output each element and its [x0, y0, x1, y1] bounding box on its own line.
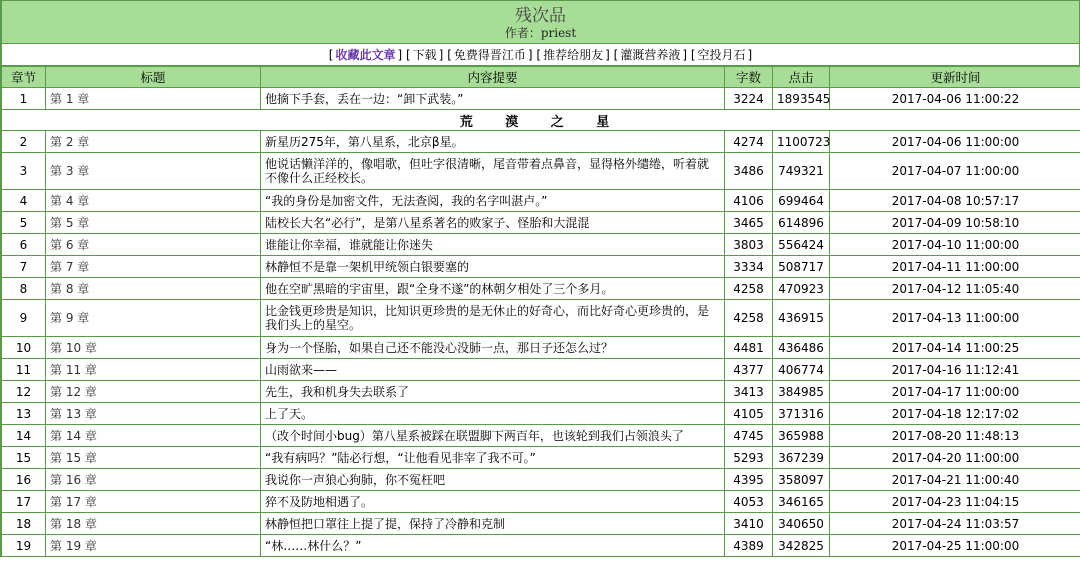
chapter-number: 18	[2, 513, 46, 535]
link-5[interactable]: 空投月石	[697, 48, 746, 62]
table-row[interactable]	[2, 300, 1080, 337]
click-count: 367239	[773, 447, 830, 469]
table-row[interactable]	[2, 491, 1080, 513]
word-count: 3224	[725, 88, 773, 110]
chapter-summary: 猝不及防地相遇了。	[261, 491, 725, 513]
bracket: [	[405, 48, 411, 62]
update-time: 2017-04-11 11:00:00	[830, 256, 1080, 278]
click-count: 436915	[773, 300, 830, 337]
chapter-title-link[interactable]: 第 4 章	[46, 190, 261, 212]
table-row[interactable]	[2, 359, 1080, 381]
table-row[interactable]	[2, 403, 1080, 425]
click-count: 346165	[773, 491, 830, 513]
chapter-summary: 谁能让你幸福，谁就能让你迷失	[261, 234, 725, 256]
bracket: ]	[605, 48, 610, 62]
chapter-number: 1	[2, 88, 46, 110]
update-time: 2017-04-17 11:00:00	[830, 381, 1080, 403]
click-count: 699464	[773, 190, 830, 212]
update-time: 2017-04-21 11:00:40	[830, 469, 1080, 491]
chapter-summary: 上了天。	[261, 403, 725, 425]
update-time: 2017-04-10 11:00:00	[830, 234, 1080, 256]
chapter-number: 7	[2, 256, 46, 278]
update-time: 2017-04-07 11:00:00	[830, 153, 1080, 190]
novel-header	[1, 0, 1080, 44]
word-count: 3413	[725, 381, 773, 403]
click-count: 358097	[773, 469, 830, 491]
update-time: 2017-04-18 12:17:02	[830, 403, 1080, 425]
bracket: [	[690, 48, 696, 62]
update-time: 2017-04-08 10:57:17	[830, 190, 1080, 212]
update-time: 2017-04-09 10:58:10	[830, 212, 1080, 234]
update-time: 2017-04-14 11:00:25	[830, 337, 1080, 359]
chapter-title-link[interactable]: 第 13 章	[46, 403, 261, 425]
chapter-number: 12	[2, 381, 46, 403]
click-count: 614896	[773, 212, 830, 234]
click-count: 1893545	[773, 88, 830, 110]
chapter-summary: 陆校长大名“必行”，是第八星系著名的败家子、怪胎和大混混	[261, 212, 725, 234]
update-time: 2017-04-13 11:00:00	[830, 300, 1080, 337]
chapter-summary: 他摘下手套，丢在一边：“卸下武装。”	[261, 88, 725, 110]
chapter-summary: 新星历275年，第八星系，北京β星。	[261, 131, 725, 153]
word-count: 4377	[725, 359, 773, 381]
table-row[interactable]	[2, 535, 1080, 557]
table-header-row	[2, 67, 1080, 88]
section-title: 荒 漠 之 星	[2, 110, 1080, 131]
column-header: 字数	[725, 67, 773, 88]
click-count: 340650	[773, 513, 830, 535]
column-header: 更新时间	[830, 67, 1080, 88]
update-time: 2017-04-25 11:00:00	[830, 535, 1080, 557]
word-count: 4481	[725, 337, 773, 359]
chapter-summary: 林静恒把口罩往上提了提，保持了冷静和克制	[261, 513, 725, 535]
table-row[interactable]	[2, 425, 1080, 447]
link-3[interactable]: 推荐给朋友	[543, 48, 604, 62]
table-row[interactable]	[2, 190, 1080, 212]
update-time: 2017-04-06 11:00:00	[830, 131, 1080, 153]
bracket: ]	[747, 48, 753, 62]
update-time: 2017-08-20 11:48:13	[830, 425, 1080, 447]
chapter-title-link[interactable]: 第 17 章	[46, 491, 261, 513]
chapter-summary: 山雨欲来——	[261, 359, 725, 381]
bracket: [	[447, 48, 452, 62]
chapter-title-link[interactable]: 第 19 章	[46, 535, 261, 557]
click-count: 436486	[773, 337, 830, 359]
chapter-title-link[interactable]: 第 12 章	[46, 381, 261, 403]
chapter-summary: “林……林什么？”	[261, 535, 725, 557]
word-count: 3803	[725, 234, 773, 256]
word-count: 3486	[725, 153, 773, 190]
chapter-summary: 他在空旷黑暗的宇宙里，跟“全身不遂”的林朝夕相处了三个多月。	[261, 278, 725, 300]
word-count: 4105	[725, 403, 773, 425]
chapter-number: 16	[2, 469, 46, 491]
word-count: 4745	[725, 425, 773, 447]
word-count: 4258	[725, 300, 773, 337]
chapter-summary: 先生，我和机身失去联系了	[261, 381, 725, 403]
chapter-number: 6	[2, 234, 46, 256]
bracket: ]	[527, 48, 533, 62]
column-header: 内容提要	[261, 67, 725, 88]
word-count: 4395	[725, 469, 773, 491]
table-row[interactable]	[2, 381, 1080, 403]
word-count: 3410	[725, 513, 773, 535]
table-row[interactable]	[2, 153, 1080, 190]
novel-title: 残次品	[515, 6, 566, 26]
click-count: 365988	[773, 425, 830, 447]
section-row	[2, 110, 1080, 131]
chapter-table	[1, 66, 1080, 557]
chapter-number: 10	[2, 337, 46, 359]
chapter-title-link[interactable]: 第 1 章	[46, 88, 261, 110]
word-count: 4258	[725, 278, 773, 300]
update-time: 2017-04-24 11:03:57	[830, 513, 1080, 535]
chapter-title-link[interactable]: 第 3 章	[46, 153, 261, 190]
chapter-title-link[interactable]: 第 6 章	[46, 234, 261, 256]
chapter-number: 13	[2, 403, 46, 425]
update-time: 2017-04-06 11:00:22	[830, 88, 1080, 110]
bracket: ]	[682, 48, 688, 62]
table-row[interactable]	[2, 256, 1080, 278]
click-count: 406774	[773, 359, 830, 381]
word-count: 4389	[725, 535, 773, 557]
table-row[interactable]	[2, 278, 1080, 300]
chapter-title-link[interactable]: 第 8 章	[46, 278, 261, 300]
table-row[interactable]	[2, 447, 1080, 469]
word-count: 4106	[725, 190, 773, 212]
bracket: ]	[438, 48, 444, 62]
table-row[interactable]	[2, 212, 1080, 234]
chapter-title-link[interactable]: 第 2 章	[46, 131, 261, 153]
update-time: 2017-04-23 11:04:15	[830, 491, 1080, 513]
chapter-summary: 我说你一声狼心狗肺，你不冤枉吧	[261, 469, 725, 491]
chapter-title-link[interactable]: 第 14 章	[46, 425, 261, 447]
link-2[interactable]: 免费得晋江币	[453, 48, 526, 62]
chapter-number: 17	[2, 491, 46, 513]
chapter-number: 2	[2, 131, 46, 153]
chapter-title-link[interactable]: 第 11 章	[46, 359, 261, 381]
chapter-summary: 比金钱更珍贵是知识，比知识更珍贵的是无休止的好奇心，而比好奇心更珍贵的，是我们头上的星空。	[261, 300, 725, 337]
bracket: ]	[397, 48, 403, 62]
chapter-summary: “我有病吗？”陆必行想，“让他看见非宰了我不可。”	[261, 447, 725, 469]
chapter-summary: “我的身份是加密文件，无法查阅，我的名字叫湛卢。”	[261, 190, 725, 212]
chapter-title-link[interactable]: 第 7 章	[46, 256, 261, 278]
word-count: 4274	[725, 131, 773, 153]
bracket: [	[328, 48, 334, 62]
table-row[interactable]	[2, 234, 1080, 256]
click-count: 371316	[773, 403, 830, 425]
chapter-number: 8	[2, 278, 46, 300]
link-4[interactable]: 灌溉营养液	[620, 48, 681, 62]
click-count: 384985	[773, 381, 830, 403]
word-count: 4053	[725, 491, 773, 513]
chapter-number: 3	[2, 153, 46, 190]
column-header: 点击	[773, 67, 830, 88]
chapter-number: 4	[2, 190, 46, 212]
chapter-summary: 身为一个怪胎，如果自己还不能没心没肺一点，那日子还怎么过？	[261, 337, 725, 359]
column-header: 标题	[46, 67, 261, 88]
chapter-summary: （改个时间小bug）第八星系被踩在联盟脚下两百年，也该轮到我们占领浪头了	[261, 425, 725, 447]
link-0[interactable]: 收藏此文章	[335, 48, 396, 62]
word-count: 5293	[725, 447, 773, 469]
click-count: 749321	[773, 153, 830, 190]
click-count: 470923	[773, 278, 830, 300]
column-header: 章节	[2, 67, 46, 88]
chapter-summary: 他说话懒洋洋的，像唱歌，但吐字很清晰，尾音带着点鼻音，显得格外缱绻，听着就不像什么正经校长。	[261, 153, 725, 190]
novel-author: 作者：priest	[504, 26, 577, 40]
chapter-number: 15	[2, 447, 46, 469]
table-row[interactable]	[2, 131, 1080, 153]
chapter-number: 11	[2, 359, 46, 381]
chapter-number: 19	[2, 535, 46, 557]
table-row[interactable]	[2, 513, 1080, 535]
update-time: 2017-04-12 11:05:40	[830, 278, 1080, 300]
action-links-bar	[1, 44, 1080, 66]
click-count: 508717	[773, 256, 830, 278]
chapter-title-link[interactable]: 第 10 章	[46, 337, 261, 359]
bracket: [	[536, 48, 542, 62]
chapter-number: 5	[2, 212, 46, 234]
update-time: 2017-04-20 11:00:00	[830, 447, 1080, 469]
word-count: 3465	[725, 212, 773, 234]
chapter-title-link[interactable]: 第 9 章	[46, 300, 261, 337]
chapter-number: 9	[2, 300, 46, 337]
chapter-title-link[interactable]: 第 16 章	[46, 469, 261, 491]
chapter-title-link[interactable]: 第 5 章	[46, 212, 261, 234]
bracket: [	[613, 48, 619, 62]
word-count: 3334	[725, 256, 773, 278]
table-row[interactable]	[2, 88, 1080, 110]
link-1[interactable]: 下载	[412, 48, 437, 62]
update-time: 2017-04-16 11:12:41	[830, 359, 1080, 381]
click-count: 556424	[773, 234, 830, 256]
chapter-title-link[interactable]: 第 18 章	[46, 513, 261, 535]
chapter-number: 14	[2, 425, 46, 447]
table-row[interactable]	[2, 337, 1080, 359]
click-count: 1100723	[773, 131, 830, 153]
click-count: 342825	[773, 535, 830, 557]
table-row[interactable]	[2, 469, 1080, 491]
chapter-summary: 林静恒不是靠一架机甲统领白银要塞的	[261, 256, 725, 278]
chapter-title-link[interactable]: 第 15 章	[46, 447, 261, 469]
